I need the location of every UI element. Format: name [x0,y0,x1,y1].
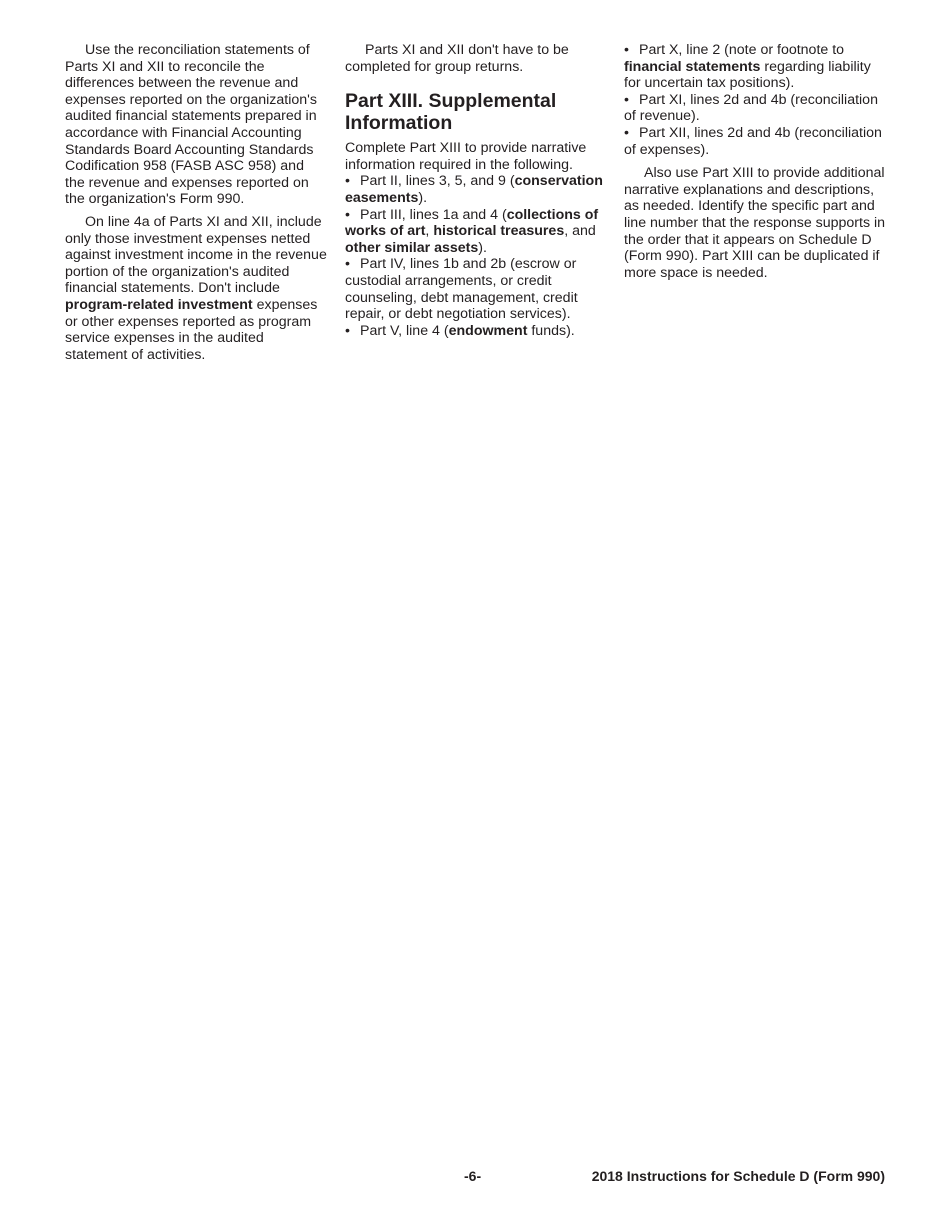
program-related-investment-term: program-related investment [65,296,253,313]
bullet-icon: • [345,256,350,273]
page-number: -6- [464,1168,482,1184]
list-item: • Part IV, lines 1b and 2b (escrow or custodial arrangements, or credit counseling, debt management, credit repair, or debt negotiation services). [345,256,578,323]
other-similar-assets-term: other similar assets [345,239,479,256]
part-xiii-intro: Complete Part XIII to provide narrative information required in the following. [345,140,587,173]
list-item: • Part XII, lines 2d and 4b (reconciliation of expenses). [624,124,882,158]
historical-treasures-term: historical treasures [433,223,565,240]
list-item: • Part XI, lines 2d and 4b (reconciliation of revenue). [624,91,878,125]
bullet-icon: • [345,173,350,190]
line-4a-paragraph [65,214,327,363]
endowment-term: endowment [448,322,528,339]
group-returns-paragraph: Parts XI and XII don't have to be completed for group returns. [345,42,569,75]
collections-term: collections of works of art [345,206,599,240]
financial-statements-term: financial statements [624,58,761,75]
section-heading-part-xiii: Part XIII. Supplemental Information [345,90,557,135]
list-item: • Part II, lines 3, 5, and 9 (conservation easements). [345,173,603,206]
bullet-icon: • [624,42,629,58]
line-4a-text-a: On line 4a of Parts XI and XII, include only those investment expenses netted against investment income in the revenue portion of the organization's audited financial statements. Don't include [65,213,327,297]
list-item: • Part V, line 4 (endowment funds). [345,322,575,339]
column-2 [345,42,607,339]
list-item: • Part X, line 2 (note or footnote to financial statements regarding liability for uncertain tax positions). [624,42,871,92]
supplemental-narrative-paragraph: Also use Part XIII to provide additional narrative explanations and descriptions, as needed. Identify the specific part and line number that the response supports in the order that it appears on Schedule D (Form 990). Part XIII can be duplicated if more space is needed. [624,165,886,281]
column-1 [65,42,327,369]
reconciliation-paragraph: Use the reconciliation statements of Parts XI and XII to reconcile the differences between the revenue and expenses reported on the organization's audited financial statements prepared in accordance with Financial Accounting Standards Board Accounting Standards Codification 958 (FASB ASC 958) and the revenue and expenses reported on the organization's Form 990. [65,42,317,208]
line-4a-text-c: expenses or other expenses reported as program service expenses in the audited statement of activities. [65,296,318,363]
conservation-easements-term: conservation easements [345,173,603,206]
footer-title: 2018 Instructions for Schedule D (Form 990) [591,1168,885,1184]
bullet-icon: • [345,322,350,339]
list-item: • Part III, lines 1a and 4 (collections of works of art, historical treasures, and other similar assets). [345,206,599,256]
column-3 [624,42,886,287]
bullet-icon: • [624,124,629,141]
bullet-icon: • [624,91,629,108]
bullet-icon: • [345,206,350,223]
